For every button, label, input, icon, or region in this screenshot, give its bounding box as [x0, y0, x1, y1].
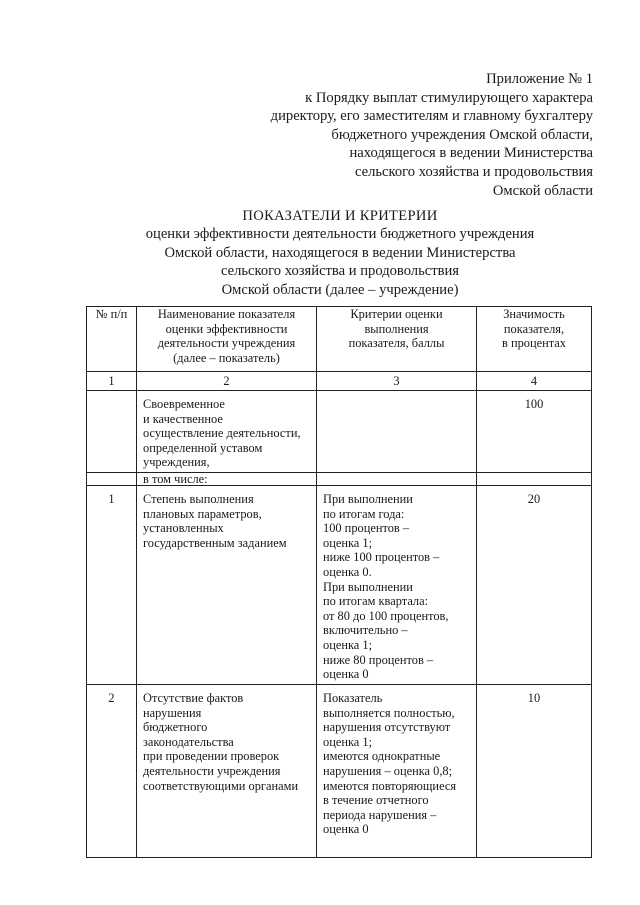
appendix-line: директору, его заместителям и главному бухгалтеру [270, 108, 593, 125]
criteria-cell [317, 684, 477, 857]
header-text: оценки эффективности [165, 321, 288, 336]
cell-line: нарушения отсутствуют [323, 720, 451, 735]
column-number: 4 [477, 372, 592, 391]
cell-line: по итогам года: [323, 506, 405, 521]
appendix-line: находящегося в ведении Министерства [349, 145, 593, 162]
header-cell-name [137, 307, 317, 372]
header-text: Значимость [503, 307, 565, 321]
cell-line: нарушения – оценка 0,8; [323, 763, 453, 778]
cell-line: Степень выполнения [143, 491, 254, 506]
cell-line: плановых параметров, [143, 506, 262, 521]
column-number-row [87, 372, 592, 391]
document-title [90, 207, 590, 299]
cell-line: по итогам квартала: [323, 594, 429, 609]
name-cell [137, 485, 317, 684]
cell-line: осуществление деятельности, [143, 426, 301, 441]
table-row [87, 684, 592, 857]
cell-line: при проведении проверок [143, 749, 280, 764]
cell-line: учреждения, [143, 455, 210, 470]
cell-line: ниже 100 процентов – [323, 550, 440, 565]
cell-line: бюджетного [143, 720, 208, 735]
cell-line: оценка 0 [323, 822, 369, 837]
cell-line: имеются повторяющиеся [323, 778, 457, 793]
column-number: 2 [137, 372, 317, 391]
title-line: сельского хозяйства и продовольствия [220, 263, 460, 280]
table-row-including [87, 472, 592, 485]
appendix-line: Приложение № 1 [486, 71, 593, 87]
cell-line: При выполнении [323, 491, 413, 506]
cell-line: При выполнении [323, 579, 413, 594]
title-line: Омской области, находящегося в ведении Министерства [164, 244, 516, 261]
cell-line: Показатель [323, 690, 383, 705]
header-text: Критерии оценки [350, 307, 443, 321]
appendix-line: к Порядку выплат стимулирующего характера [305, 89, 593, 106]
header-text: (далее – показатель) [173, 350, 280, 365]
cell-line: Отсутствие фактов [143, 690, 244, 705]
header-cell-criteria [317, 307, 477, 372]
header-cell-number [87, 307, 137, 372]
table-row-general [87, 391, 592, 473]
weight-cell: 10 [477, 684, 592, 857]
criteria-cell [317, 391, 477, 473]
header-text: № п/п [95, 307, 128, 321]
header-text: показателя, баллы [348, 336, 445, 351]
weight-cell: 100 [477, 391, 592, 473]
cell-line: законодательства [143, 734, 234, 749]
cell-line: от 80 до 100 процентов, [323, 608, 449, 623]
header-text: Наименование показателя [157, 307, 296, 321]
cell-line: оценка 0 [323, 667, 369, 682]
cell-line: соответствующими органами [143, 778, 299, 793]
cell-line: ниже 80 процентов – [323, 652, 434, 667]
column-number: 3 [317, 372, 477, 391]
cell-line: выполняется полностью, [323, 705, 455, 720]
criteria-cell [317, 485, 477, 684]
cell-line: оценка 1; [323, 535, 373, 550]
cell-line: оценка 1; [323, 637, 373, 652]
including-label: в том числе: [137, 472, 317, 485]
column-number: 1 [87, 372, 137, 391]
header-cell-weight [477, 307, 592, 372]
cell-line: периода нарушения – [323, 807, 437, 822]
title-line: Омской области (далее – учреждение) [221, 281, 459, 298]
criteria-cell [317, 472, 477, 485]
cell-line: имеются однократные [323, 749, 441, 764]
weight-cell [477, 472, 592, 485]
header-text: выполнения [364, 321, 429, 336]
cell-line: оценка 0. [323, 564, 372, 579]
cell-line: нарушения [143, 705, 202, 720]
criteria-table [86, 306, 592, 858]
appendix-line: бюджетного учреждения Омской области, [331, 126, 593, 143]
name-cell [137, 684, 317, 857]
weight-cell: 20 [477, 485, 592, 684]
cell-line: и качественное [143, 411, 223, 426]
header-text: в процентах [502, 336, 566, 351]
table-header-row [87, 307, 592, 372]
number-cell [87, 391, 137, 473]
number-cell: 2 [87, 684, 137, 857]
title-line: оценки эффективности деятельности бюджетного учреждения [145, 226, 535, 243]
cell-line: деятельности учреждения [143, 763, 281, 778]
header-text: деятельности учреждения [157, 336, 296, 351]
number-cell [87, 472, 137, 485]
cell-line: определенной уставом [143, 440, 263, 455]
cell-line: установленных [143, 521, 224, 536]
appendix-line: сельского хозяйства и продовольствия [354, 163, 593, 180]
cell-line: 100 процентов – [323, 521, 410, 536]
cell-line: оценка 1; [323, 734, 373, 749]
number-cell: 1 [87, 485, 137, 684]
name-cell [137, 391, 317, 473]
cell-line: включительно – [323, 623, 408, 638]
cell-line: в течение отчетного [323, 793, 429, 808]
table-row [87, 485, 592, 684]
header-text: показателя, [503, 321, 565, 336]
title-heading: ПОКАЗАТЕЛИ И КРИТЕРИИ [242, 208, 438, 224]
cell-line: Своевременное [143, 397, 225, 411]
cell-line: государственным заданием [143, 535, 287, 550]
appendix-line: Омской области [492, 182, 593, 199]
appendix-note [193, 70, 593, 200]
